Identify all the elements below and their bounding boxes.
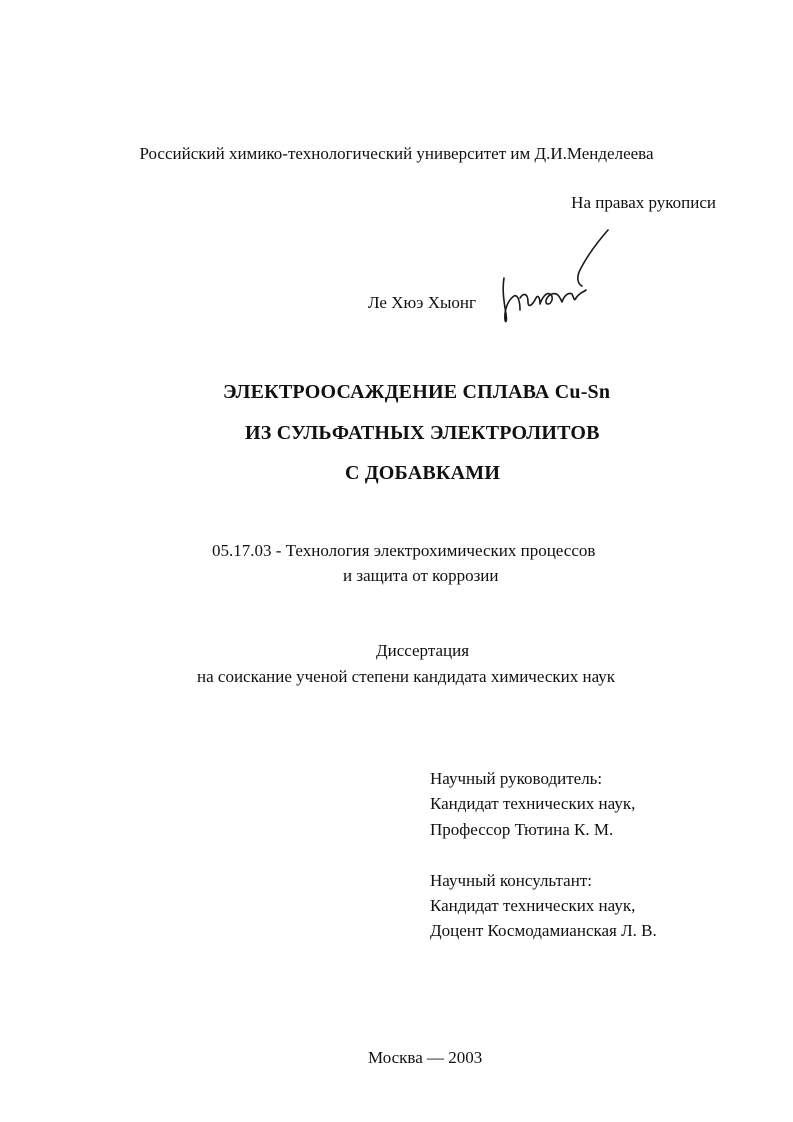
specialty-line-1: 05.17.03 - Технология электрохимических процессов [212, 541, 596, 560]
title-line-1: ЭЛЕКТРООСАЖДЕНИЕ СПЛАВА Cu-Sn [223, 381, 611, 403]
specialty-line-2: и защита от коррозии [343, 566, 499, 585]
degree-sought: на соискание ученой степени кандидата химических наук [197, 667, 616, 686]
consultant-role: Научный консультант: [430, 871, 592, 890]
consultant-name: Доцент Космодамианская Л. В. [430, 921, 657, 940]
title-line-3: С ДОБАВКАМИ [345, 462, 501, 484]
title-line-2: ИЗ СУЛЬФАТНЫХ ЭЛЕКТРОЛИТОВ [245, 422, 600, 444]
author-name: Ле Хюэ Хыонг [368, 293, 477, 312]
signature-icon [490, 228, 610, 328]
city-year: Москва — 2003 [368, 1048, 483, 1067]
supervisor-name: Профессор Тютина К. М. [430, 820, 614, 839]
work-type: Диссертация [376, 641, 470, 660]
supervisor-role: Научный руководитель: [430, 769, 603, 788]
consultant-degree: Кандидат технических наук, [430, 896, 636, 915]
institution-name: Российский химико-технологический университет им Д.И.Менделеева [139, 144, 654, 163]
rights-note: На правах рукописи [571, 193, 716, 212]
supervisor-degree: Кандидат технических наук, [430, 794, 636, 813]
